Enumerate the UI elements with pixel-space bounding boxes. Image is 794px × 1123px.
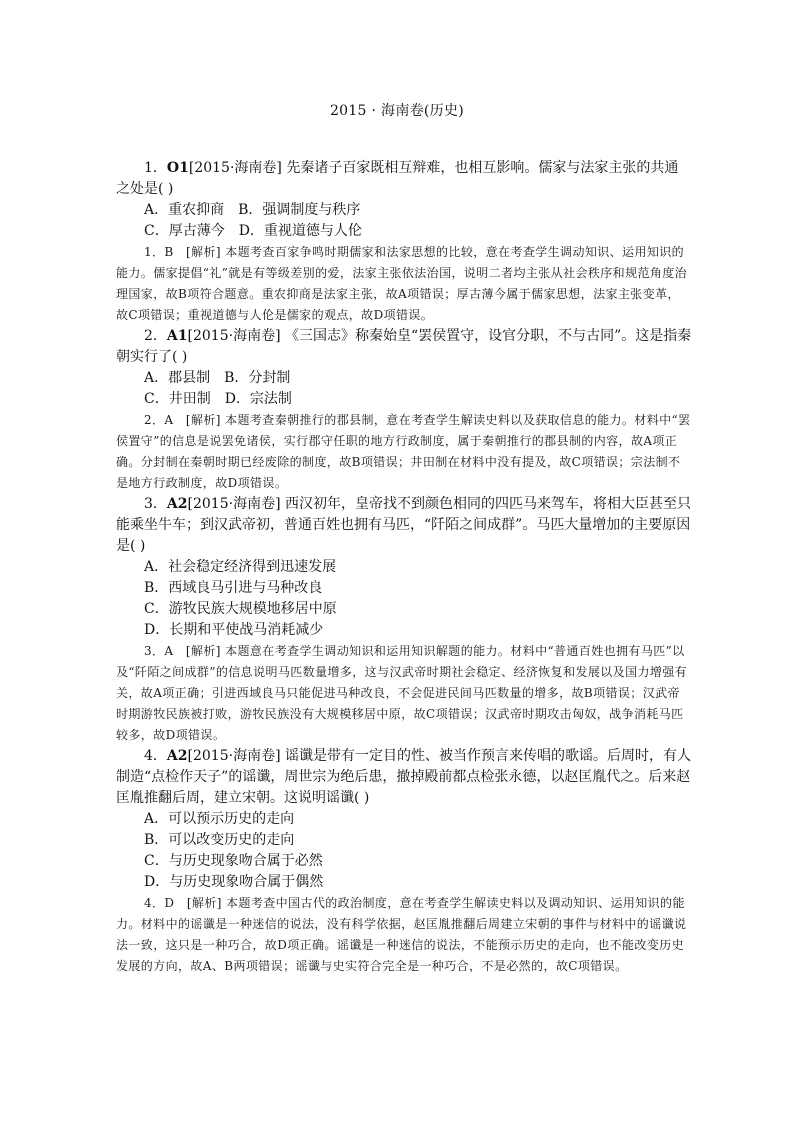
answer-text: 本题意在考查学生调动知识和运用知识解题的能力。材料中“普通百姓也拥有马匹”以及“阡陌之间成群”的信息说明马匹数量增多，这与汉武帝时期社会稳定、经济恢复和发展以及国力增强有关，故A项正确；引进西域良马只能促进马种改良，不会促进民间马匹数量的增多，故B项错误；汉武帝时期游牧民族被打败，游牧民族没有大规模移居中原，故C项错误；汉武帝时期攻击匈奴，战争消耗马匹较多，故D项错误。 [116, 644, 688, 742]
option-row: B．西域良马引进与马种改良 [144, 580, 323, 596]
question-number: 1． [144, 160, 167, 176]
question-1 [116, 158, 692, 326]
option-row: B．可以改变历史的走向 [144, 832, 295, 848]
answer-text: 本题考查中国古代的政治制度，意在考查学生解读史料以及调动知识、运用知识的能力。材料中的谣谶是一种迷信的说法，没有科学依据，赵匡胤推翻后周建立宋朝的事件与材料中的谣谶说法一致，这只是一种巧合，故D项正确。谣谶是一种迷信的说法，不能预示历史的走向，也不能改变历史发展的方向，故A、B两项错误；谣谶与史实符合完全是一种巧合，不是必然的，故C项错误。 [116, 896, 687, 973]
question-3 [116, 494, 692, 746]
question-source: [2015·海南卷] [187, 328, 281, 344]
option-row: D．与历史现象吻合属于偶然 [144, 874, 324, 890]
option-row: A．可以预示历史的走向 [144, 811, 295, 827]
answer-text: 本题考查百家争鸣时期儒家和法家思想的比较，意在考查学生调动知识、运用知识的能力。儒家提倡“礼”就是有等级差别的爱，法家主张依法治国，说明二者均主张从社会秩序和规范角度治理国家，故B项符合题意。重农抑商是法家主张，故A项错误；厚古薄今属于儒家思想，法家主张变革，故C项错误；重视道德与人伦是儒家的观点，故D项错误。 [116, 245, 688, 322]
question-text: 西汉初年，皇帝找不到颜色相同的四匹马来驾车，将相大臣甚至只能乘坐牛车；到汉武帝初，普通百姓也拥有马匹，“阡陌之间成群”。马匹大量增加的主要原因是( ) [116, 496, 691, 554]
answer-label: 2．A [解析] [144, 413, 221, 427]
option-row: C．与历史现象吻合属于必然 [144, 853, 323, 869]
option-row: C．厚古薄今 D．重视道德与人伦 [144, 223, 362, 239]
question-code: A1 [166, 328, 188, 344]
answer-explanation [116, 410, 692, 494]
answer-label: 1．B [解析] [144, 245, 222, 259]
answer-explanation [116, 641, 692, 746]
question-2 [116, 326, 692, 494]
option-row: A．重农抑商 B．强调制度与秩序 [144, 202, 361, 218]
question-code: O1 [166, 160, 189, 176]
question-source: [2015·海南卷] [187, 748, 281, 764]
option-row: A．郡县制 B．分封制 [144, 370, 291, 386]
question-number: 3． [144, 496, 167, 512]
question-code: A2 [166, 496, 188, 512]
question-text: 《三国志》称秦始皇“罢侯置守，设官分职，不与古同”。这是指秦朝实行了( ) [116, 328, 692, 365]
answer-text: 本题考查秦朝推行的郡县制，意在考查学生解读史料以及获取信息的能力。材料中“罢侯置守”的信息是说罢免诸侯，实行郡守任职的地方行政制度，属于秦朝推行的郡县制的内容，故A项正确。分封制在秦朝时期已经废除的制度，故B项错误；井田制在材料中没有提及，故C项错误；宗法制不是地方行政制度，故D项错误。 [116, 413, 691, 490]
question-4 [116, 746, 692, 977]
option-row: C．井田制 D．宗法制 [144, 391, 292, 407]
question-text: 谣谶是带有一定目的性、被当作预言来传唱的歌谣。后周时，有人制造“点检作天子”的谣谶，周世宗为绝后患，撤掉殿前都点检张永德，以赵匡胤代之。后来赵匡胤推翻后周，建立宋朝。这说明谣谶( ) [116, 748, 691, 806]
answer-label: 4．D [解析] [144, 896, 222, 910]
question-code: A2 [166, 748, 188, 764]
question-stem [116, 158, 692, 200]
question-list [116, 158, 692, 977]
answer-label: 3．A [解析] [144, 644, 221, 658]
question-stem [116, 746, 692, 809]
option-row: A．社会稳定经济得到迅速发展 [144, 559, 337, 575]
question-stem [116, 326, 692, 368]
question-text: 先秦诸子百家既相互辩难，也相互影响。儒家与法家主张的共通之处是( ) [116, 160, 679, 197]
question-source: [2015·海南卷] [188, 160, 282, 176]
question-source: [2015·海南卷] [187, 496, 281, 512]
page-title: 2015 · 海南卷(历史) [329, 103, 465, 119]
answer-explanation [116, 893, 692, 977]
question-stem [116, 494, 692, 557]
option-row: C．游牧民族大规模地移居中原 [144, 601, 337, 617]
question-number: 2． [144, 328, 167, 344]
question-number: 4． [144, 748, 167, 764]
answer-explanation [116, 242, 692, 326]
option-row: D．长期和平使战马消耗减少 [144, 622, 324, 638]
